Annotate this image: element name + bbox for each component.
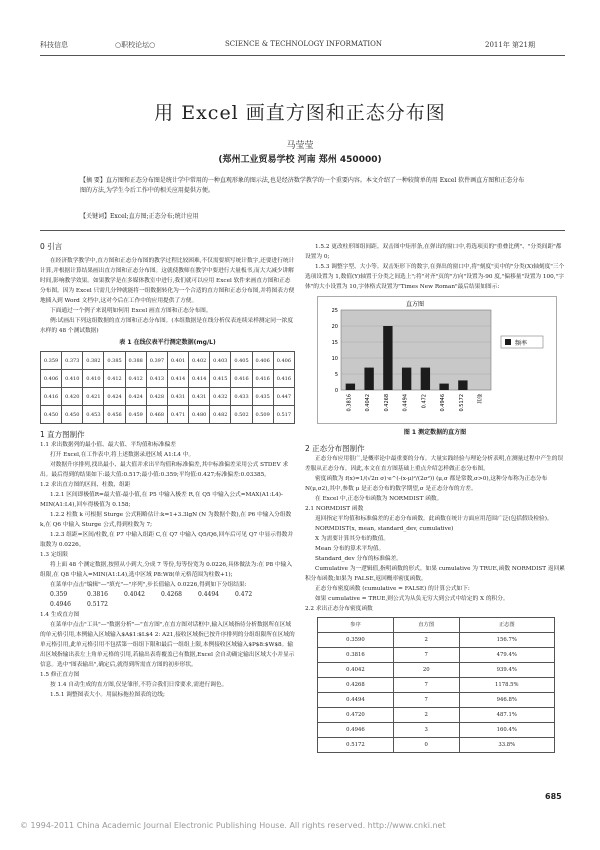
legend-swatch <box>505 339 511 345</box>
paragraph: 在菜单中点击"工具"—"数据分析"—"直方图",在直方图对话框中,输入区域指待分析数据所在区域的单元格引用,本例输入区域输入$A$1:$L$4 2: A21,接收区域指已按升序排列的分组组限所在区域的单元格引用,此单元格引用不包括第一组组下限和最后一组组上限,本例接收区域输入$P$8:$W$8。输出区域指输出表左上角单元格的引用,若输出表将覆盖已有数据,Excel 会自动确定输出区域大小并显示信息。选中"图表输出",确定后,就得到所需直方图的初步形状。 <box>40 622 295 668</box>
table-cell: 0.401 <box>167 352 188 370</box>
paragraph: Cumulative 为一逻辑值,指明函数的形式。如果 cumulative 为 TRUE,函数 NORMDIST 返回累积分布函数;如果为 FALSE,返回概率密度函数。 <box>305 566 565 582</box>
table-cell: 0.412 <box>125 370 146 388</box>
header-rule <box>40 55 565 56</box>
table-cell: 0 <box>393 738 459 753</box>
table-cell: 0.412 <box>104 370 125 388</box>
bin-value: 0.359 <box>50 591 68 598</box>
table-row <box>318 723 555 738</box>
subsection-heading: 1.3 定组限 <box>40 552 68 558</box>
table-row <box>318 648 555 663</box>
table-cell: 0.471 <box>167 406 188 424</box>
table-cell: 0.450 <box>41 406 62 424</box>
histogram-bar <box>364 368 373 390</box>
table-cell: 0.4494 <box>318 693 394 708</box>
table-cell: 0.424 <box>104 388 125 406</box>
paragraph: 1.5.3 调整字型、大小等。双击矩形下的数字,在弹出的窗口中,将"刻度"页中的"分类(X)轴刻度"三个选项设置为 1,数值(Y)轴置于分类之间选上";将"对齐"页的"方向"设置为-90 度,"偏移量"设置为 100,"字体"的大小设置为 10,字体格式设置为"Times New Roman"最后结果如图示: <box>305 264 565 290</box>
paragraph: 对数据升序排列,找出最小、最大值并求出平均值和标准偏差,其中标准偏差采用公式 STDEV 求出。最后得到的结果如下:最大值:0.517;最小值:0.359;平均值:0.427;标准偏差:0.03385。 <box>40 462 289 478</box>
paragraph: 返回指定平均值和标准偏差的正态分布函数。此函数在统计方面应用范围广泛(包括假设检验)。 <box>315 516 553 522</box>
x-tick-label: 0.3816 <box>346 394 353 412</box>
x-tick-label: 0.4268 <box>383 394 390 412</box>
paragraph: 1.2.2 柱数 k 可根据 Sturge 公式粗略估计:k=1+3.3lgN (N 为数据个数),在 P6 中输入分组数 k,在 Q6 中输入 Sturge 公式,得到柱数为 7; <box>40 512 292 528</box>
x-tick-label: 其他 <box>477 394 484 405</box>
table-cell: 0.480 <box>189 406 210 424</box>
table-cell: 0.428 <box>146 388 167 406</box>
table-cell: 0.447 <box>273 388 294 406</box>
table-cell: 479.4% <box>459 648 554 663</box>
table-cell: 0.4268 <box>318 678 394 693</box>
table-cell: 2 <box>393 633 459 648</box>
table-cell: 7 <box>393 693 459 708</box>
x-tick-label: 0.472 <box>421 394 428 409</box>
histogram-bar <box>383 326 392 390</box>
param-line: X 为需要计算其分布的数值。 <box>315 536 390 542</box>
table-cell: 0.468 <box>146 406 167 424</box>
table-cell: 0.453 <box>83 406 104 424</box>
table-cell: 0.5172 <box>318 738 394 753</box>
author: 马莹莹 <box>286 141 314 151</box>
table-cell: 0.482 <box>210 406 231 424</box>
syntax-line: NORMDIST(x, mean, standard_dev, cumulative) <box>315 526 454 532</box>
right-column <box>305 242 565 753</box>
table-cell: 0.431 <box>167 388 188 406</box>
table-cell: 946.8% <box>459 693 554 708</box>
table-cell: 0.410 <box>83 370 104 388</box>
histogram-bar <box>402 368 411 390</box>
table-cell: 0.403 <box>210 352 231 370</box>
table-header-row <box>318 618 555 633</box>
paragraph: 在菜单中点击"编辑"—"填充"—"序列",步长值输入 0.0226,得到如下分组结果: <box>50 582 247 588</box>
x-tick-label: 0.5172 <box>458 394 465 412</box>
table-cell: 0.402 <box>189 352 210 370</box>
y-tick-label: 15 <box>331 340 338 346</box>
table-cell: 160.4% <box>459 723 554 738</box>
table-cell: 0.414 <box>189 370 210 388</box>
paragraph: 如果 cumulative = TRUE,则公式为从负无穷大到公式中给定的 X 的积分。 <box>315 596 509 602</box>
table-cell: 0.414 <box>167 370 188 388</box>
table-cell: 1178.5% <box>459 678 554 693</box>
subsection-heading: 2.2 求出正态分布密度函数 <box>305 606 373 612</box>
histogram-bar <box>346 384 355 390</box>
table-cell: 0.424 <box>125 388 146 406</box>
density-table <box>317 617 555 753</box>
table-cell: 0.421 <box>83 388 104 406</box>
paragraph: 下面通过一个例子来说明如何用 Excel 画直方图和正态分布图。 <box>50 308 212 314</box>
table-cell: 0.435 <box>252 388 273 406</box>
paragraph: 正态分布应用很广,是概率论中最重要的分布。大量实践经验与理论分析表明,在测量过程中产生的误差服从正态分布。因此,本文在直方图基础上重点介绍怎样做正态分布图。 <box>305 456 564 472</box>
table-cell: 0.405 <box>231 352 252 370</box>
table-row <box>318 708 555 723</box>
bin-values <box>40 590 295 610</box>
bin-value: 0.4042 <box>124 591 145 598</box>
table-cell: 2 <box>393 708 459 723</box>
table-cell: 7 <box>393 678 459 693</box>
section-heading: 2 正态分布图制作 <box>305 444 365 453</box>
bin-value: 0.4946 <box>50 601 71 608</box>
table-cell: 20 <box>393 663 459 678</box>
table-cell: 0.416 <box>273 370 294 388</box>
table-cell: 0.502 <box>231 406 252 424</box>
paragraph: 打开 Excel,在工作表中,将上述数据录进区域 A1:L4 中。 <box>50 452 195 458</box>
histogram-bar <box>421 368 430 390</box>
footer: © 1994-2011 China Academic Journal Electronic Publishing House. All rights reserved. http://www.cnki.net <box>20 821 446 830</box>
paragraph: 1.2.3 组距=区间/柱数,在 P7 中输入组距 C,在 Q7 中输入 Q5/Q6,回车后可见 Q7 中显示得数并取数为 0.0226。 <box>40 532 294 548</box>
paragraph: 在 Excel 中,正态分布函数为 NORMDIST 函数。 <box>315 496 443 502</box>
column-name: ○职校论坛○ <box>115 41 156 49</box>
x-tick-label: 0.4946 <box>440 394 447 412</box>
table-row <box>318 663 555 678</box>
table-cell: 0.397 <box>146 352 167 370</box>
y-tick-label: 20 <box>331 324 338 330</box>
table-header-cell: 正态图 <box>459 618 554 633</box>
keywords: 【关键词】Excel;直方图;正态分布;统计应用 <box>80 213 199 220</box>
table-cell: 0.456 <box>104 406 125 424</box>
bin-value: 0.472 <box>235 591 253 598</box>
y-tick-label: 25 <box>331 308 338 314</box>
bin-value: 0.3816 <box>87 591 108 598</box>
paper-title: 用 Excel 画直方图和正态分布图 <box>154 102 446 124</box>
chart-title: 直方图 <box>405 301 425 308</box>
table-cell: 0.3816 <box>318 648 394 663</box>
subsection-heading: 1.5 修正直方图 <box>40 672 80 678</box>
paragraph: 1.2.1 区间即极值R=最大值-最小值,在 P5 中输入极差 R,在 Q5 中输入公式=MAX(A1:L4)-MIN(A1:L4),回车得极值为 0.158; <box>40 492 283 508</box>
bin-value: 0.4494 <box>198 591 219 598</box>
paragraph: 正态分布密度函数 (cumulative = FALSE) 的计算公式如下: <box>315 586 470 592</box>
figure-caption: 图 1 测定数据的直方图 <box>403 429 467 436</box>
x-tick-label: 0.4494 <box>402 394 409 412</box>
paragraph: 1.5.1 调整图表大小。用鼠标拖拉图表的边线; <box>50 692 165 698</box>
table-cell: 0.359 <box>41 352 62 370</box>
bin-value: 0.4268 <box>161 591 182 598</box>
table-row <box>318 633 555 648</box>
table-cell: 0.4946 <box>318 723 394 738</box>
paragraph: 例:试画出下列这组数据的直方图和正态分布图。(本组数据是在线分析仪表连续采样测定同一浓度水样的 48 个测试数据) <box>40 318 294 334</box>
table-cell: 0.416 <box>252 370 273 388</box>
subsection-heading: 1.2 求出直方图的区间、柱数、组距 <box>40 482 131 488</box>
table-cell: 33.8% <box>459 738 554 753</box>
subsection-heading: 2.1 NORMDIST 函数 <box>305 506 364 512</box>
table-row <box>41 388 295 406</box>
table-cell: 0.517 <box>273 406 294 424</box>
abstract-rule <box>40 230 565 231</box>
table-cell: 0.432 <box>210 388 231 406</box>
journal-name-en: SCIENCE & TECHNOLOGY INFORMATION <box>225 40 382 48</box>
plot-area <box>341 310 491 390</box>
formula-paragraph: 密度函数为 f(x)=1/(√2π σ)·e^(-(x-μ)²/(2σ²)) (μ,σ 都是常数,σ>0),这种分布称为正态分布 N(μ,σ2),其中,参数 μ 是正态分布的数学期望,σ 是正态分布的方差。 <box>305 476 548 492</box>
table-cell: 0.385 <box>104 352 125 370</box>
table-cell: 0.382 <box>83 352 104 370</box>
table-cell: 0.388 <box>125 352 146 370</box>
table-cell: 0.4042 <box>318 663 394 678</box>
table-cell: 0.450 <box>62 406 83 424</box>
issue-label: 2011年 第21期 <box>485 41 535 49</box>
table-cell: 0.373 <box>62 352 83 370</box>
y-tick-label: 5 <box>334 372 338 378</box>
table-cell: 0.431 <box>189 388 210 406</box>
table-cell: 0.410 <box>62 370 83 388</box>
journal-name: 科技信息 <box>40 41 68 49</box>
table-row <box>41 370 295 388</box>
table-cell: 156.7% <box>459 633 554 648</box>
left-column <box>40 242 295 700</box>
table-cell: 0.406 <box>252 352 273 370</box>
table-cell: 939.4% <box>459 663 554 678</box>
table-cell: 7 <box>393 648 459 663</box>
paragraph: 1.5.2 更改柱形图组间距。双击图中矩形条,在弹出的窗口中,将选项页的"重叠比例"、"分类间距"都设置为 0; <box>305 244 562 260</box>
table-cell: 0.406 <box>273 352 294 370</box>
legend-label: 频率 <box>515 340 528 347</box>
page-number: 685 <box>545 792 562 801</box>
table-header-cell: 参序 <box>318 618 394 633</box>
table-row <box>318 693 555 708</box>
table-cell: 0.433 <box>231 388 252 406</box>
table-row <box>41 406 295 424</box>
table-row <box>318 738 555 753</box>
paragraph: 在经济数学教学中,直方图和正态分布图的教学过程比较困难,不仅需要填写统计数字,还要进行统计计算,并根据计算结果画出直方图和正态分布图。这就使教师在教学中要进行大量板书,而大大减少讲解时间,影响教学效果。如果教学是在多媒体教室中进行,我们就可以应用 Excel 软件来画直方图和正态分布图。因为 Excel 只需几分钟就能将一组数据转化为一个合适的直方图和正态分布图,并将图表方便地插入到 Word 文档中,这对今后在工作中的应用提供了方便。 <box>40 258 295 304</box>
table-cell: 0.415 <box>210 370 231 388</box>
table-cell: 0.4720 <box>318 708 394 723</box>
subsection-heading: 1.1 求出数据列的最小值、最大值、平均值和标准偏差 <box>40 442 176 448</box>
table-cell: 0.509 <box>252 406 273 424</box>
param-line: Mean 分布的算术平均值。 <box>315 546 385 552</box>
param-line: Standard_dev 分布的标准偏差。 <box>315 556 402 562</box>
paragraph: 按 1.4 自动生成的直方图,仅是雏形,不符合我们日常要求,需进行调色。 <box>50 682 228 688</box>
table-cell: 487.1% <box>459 708 554 723</box>
table-cell: 0.459 <box>125 406 146 424</box>
histogram-chart <box>317 296 557 424</box>
table-cell: 3 <box>393 723 459 738</box>
table-header-cell: 直方图 <box>393 618 459 633</box>
section-heading: 0 引言 <box>40 242 63 251</box>
section-heading: 1 直方图制作 <box>40 430 85 439</box>
table-row <box>41 352 295 370</box>
table-cell: 0.416 <box>231 370 252 388</box>
table-row <box>318 678 555 693</box>
affiliation: (郑州工业贸易学校 河南 郑州 450000) <box>218 155 382 165</box>
histogram-bar <box>439 384 448 390</box>
paragraph: 将上面 48 个测定数据,按照从小到大,分成 7 等份,每等份宽为 0.0226,具体做法为:在 P8 中输入组限,在 Q8 中输入=MIN(A1:L4),选中区域 P8:W8(单元格范围为柱数+1); <box>40 562 293 578</box>
bin-value: 0.5172 <box>87 601 108 608</box>
x-tick-label: 0.4042 <box>365 394 372 412</box>
table-cell: 0.3590 <box>318 633 394 648</box>
table-cell: 0.413 <box>146 370 167 388</box>
table-cell: 0.420 <box>62 388 83 406</box>
subsection-heading: 1.4 生成直方图 <box>40 612 80 618</box>
table-cell: 0.416 <box>41 388 62 406</box>
table-cell: 0.406 <box>41 370 62 388</box>
y-tick-label: 10 <box>331 356 338 362</box>
histogram-bar <box>458 380 467 390</box>
table-caption: 表 1 在线仪表平行测定数据(mg/L) <box>119 339 216 346</box>
data-table <box>40 351 295 424</box>
abstract: 【摘 要】直方图和正态分布图是统计学中常用的一种直观形象的图示法,也是经济数学教学的一个重要内容。本文介绍了一种较简单的用 Excel 软件画直方图和正态分布图的方法,为学生今后工作中的相关应用提供方便。 <box>80 177 525 194</box>
y-tick-label: 0 <box>334 388 338 394</box>
